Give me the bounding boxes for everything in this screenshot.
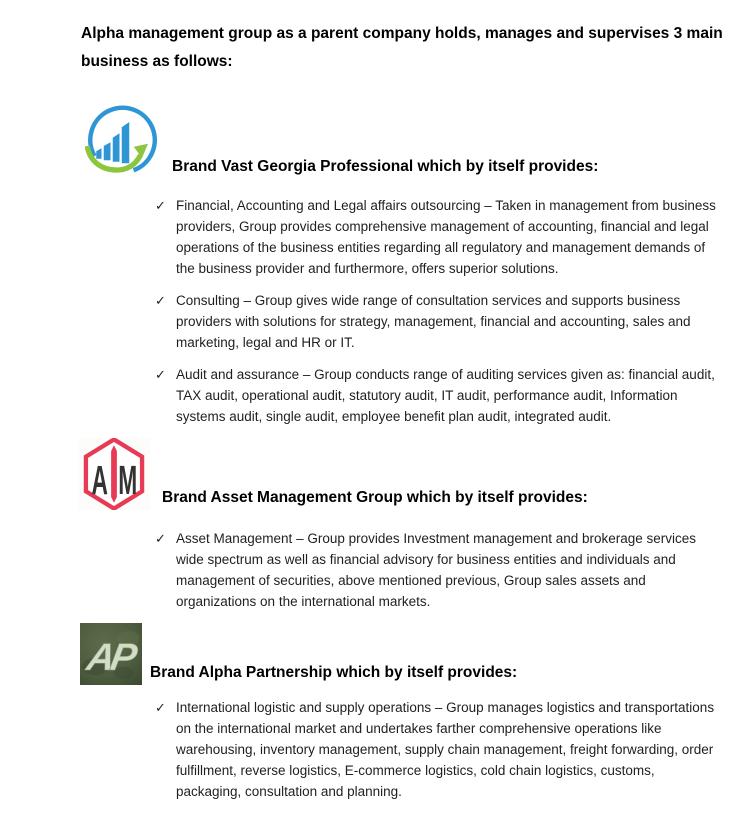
checkmark-bullet-icon: ✓ <box>155 700 166 715</box>
list-item <box>155 364 716 427</box>
list-item <box>155 195 716 279</box>
checkmark-bullet-icon: ✓ <box>155 198 166 213</box>
bullet-text: Financial, Accounting and Legal affairs outsourcing – Taken in management from business providers, Group provides comprehensive management of accounting, financial and legal operations of the business entities regarding all regulatory and management demands of the business provider and furthermore, offers superior solutions. <box>176 198 716 276</box>
list-item <box>155 697 716 802</box>
alpha-partnership-bullet-list <box>81 697 716 802</box>
ap-camo-logo-icon <box>80 623 142 685</box>
list-item <box>155 528 716 612</box>
checkmark-bullet-icon: ✓ <box>155 531 166 546</box>
section-alpha-partnership-header <box>80 623 716 685</box>
list-item <box>155 290 716 353</box>
asset-management-bullet-list <box>81 528 716 612</box>
section-heading-vast-georgia: Brand Vast Georgia Professional which by itself provides: <box>172 158 599 175</box>
section-vast-georgia-header <box>81 104 716 179</box>
ap-letters: AP <box>83 636 136 680</box>
intro-paragraph: Alpha management group as a parent company holds, manages and supervises 3 main business as follows: <box>81 25 723 70</box>
vast-georgia-bullet-list <box>81 195 716 427</box>
section-heading-alpha-partnership: Brand Alpha Partnership which by itself provides: <box>150 664 518 681</box>
section-asset-management-header <box>78 438 716 510</box>
growth-chart-logo-icon <box>85 104 160 179</box>
bullet-text: Asset Management – Group provides Investment management and brokerage services wide spectrum as well as financial advisory for business entities and individuals and management of securities, above mentioned previous, Group sales assets and organizations on the international markets. <box>176 531 697 609</box>
bullet-text: International logistic and supply operations – Group manages logistics and transportations on the international market and undertakes farther comprehensive operations like warehousing, inventory management, supply chain management, freight forwarding, order fulfillment, reverse logistics, E-commerce logistics, cold chain logistics, customs, packaging, consultation and planning. <box>176 700 715 799</box>
am-hexagon-logo-icon <box>78 438 150 510</box>
am-letter-a: A <box>91 458 109 505</box>
bullet-text: Audit and assurance – Group conducts range of auditing services given as: financial audit, TAX audit, operational audit, statutory audit, IT audit, performance audit, Information systems audit, single audit, employee benefit plan audit, integrated audit. <box>176 367 715 424</box>
bullet-text: Consulting – Group gives wide range of consultation services and supports business providers with solutions for strategy, management, financial and accounting, sales and marketing, legal and HR or IT. <box>176 293 691 350</box>
checkmark-bullet-icon: ✓ <box>155 367 166 382</box>
am-letter-m: M <box>118 458 138 505</box>
checkmark-bullet-icon: ✓ <box>155 293 166 308</box>
section-heading-asset-management: Brand Asset Management Group which by itself provides: <box>162 489 588 506</box>
